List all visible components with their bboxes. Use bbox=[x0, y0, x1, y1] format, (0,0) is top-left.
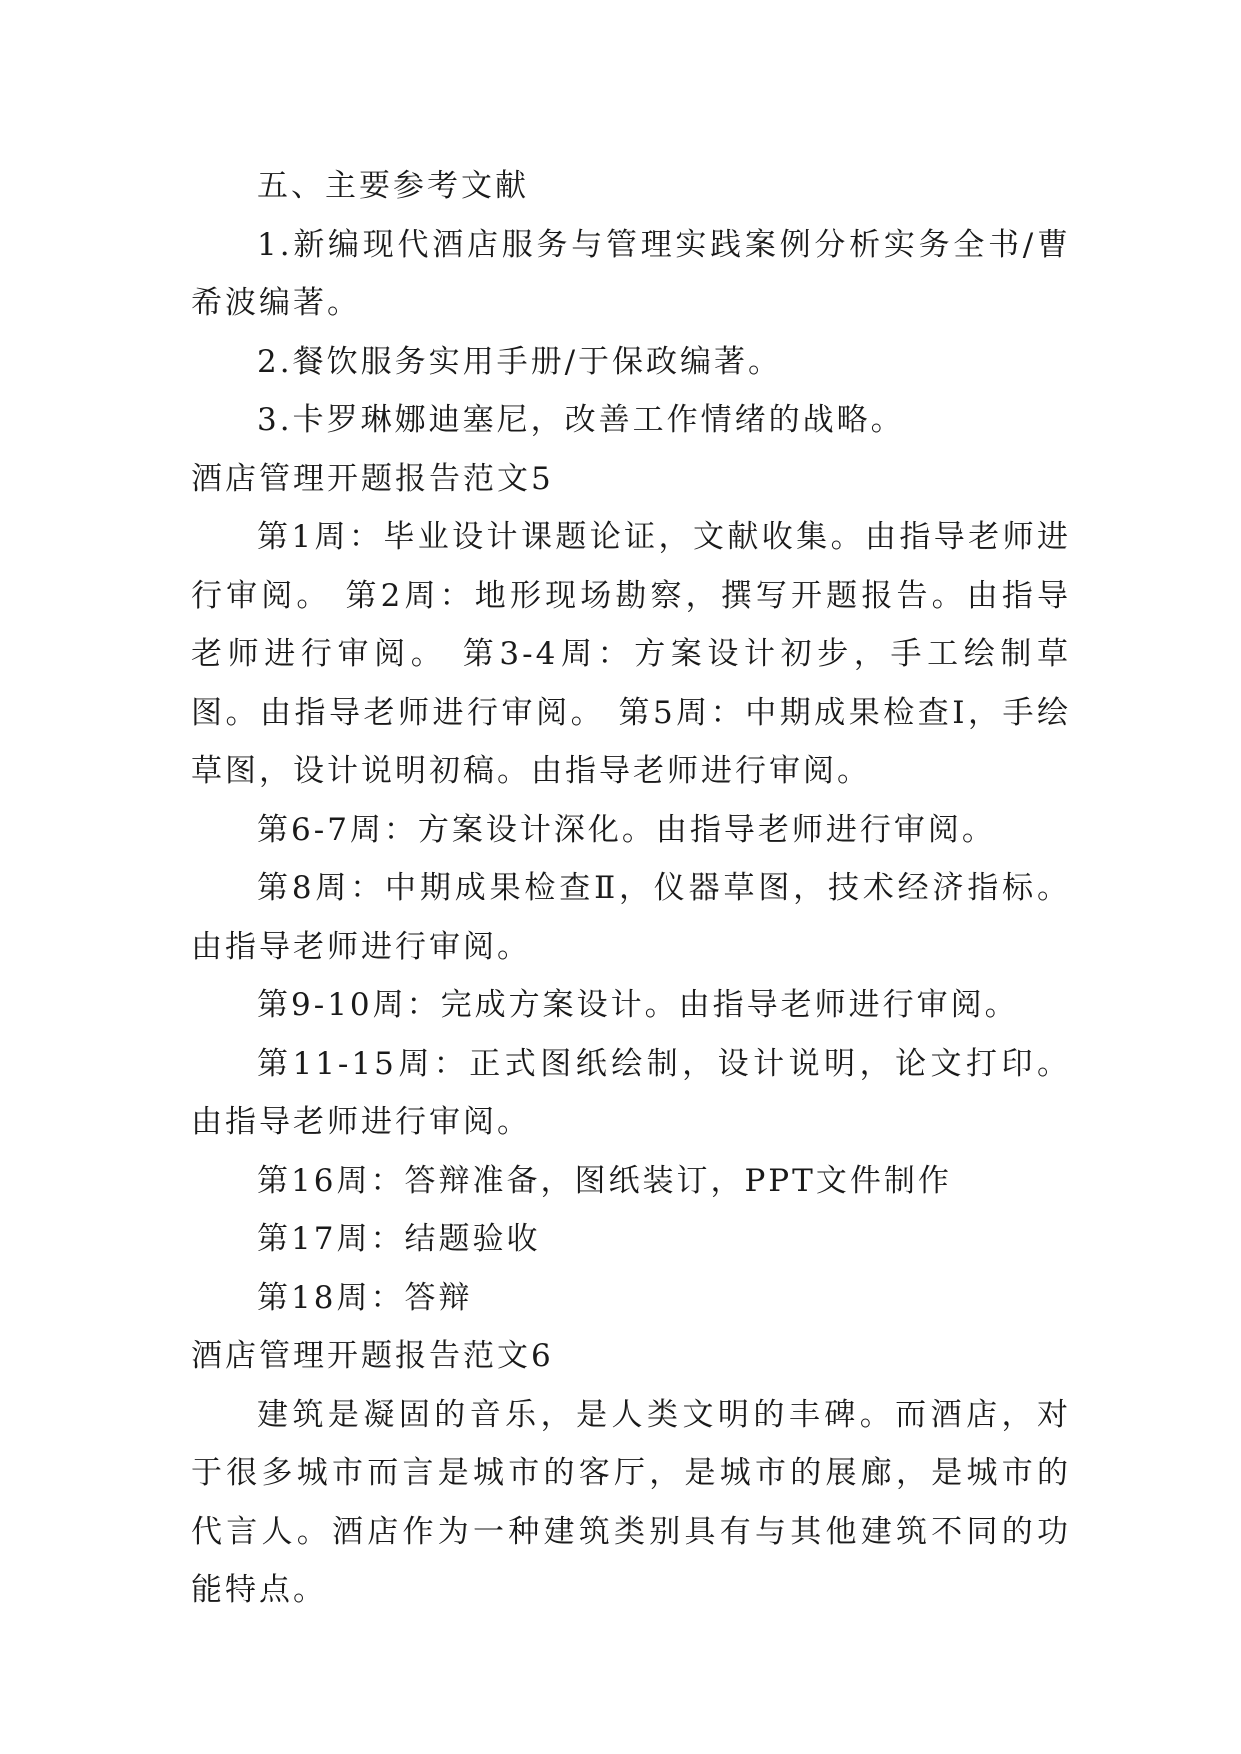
schedule-paragraph: 第1周：毕业设计课题论证，文献收集。由指导老师进行审阅。 第2周：地形现场勘察，撰写开题报告。由指导老师进行审阅。 第3-4周：方案设计初步，手工绘制草图。由指导老师进行审阅。 第5周：中期成果检查Ⅰ，手绘草图，设计说明初稿。由指导老师进行审阅。 bbox=[191, 519, 1071, 789]
reference-item: 3.卡罗琳娜迪塞尼，改善工作情绪的战略。 bbox=[257, 402, 905, 438]
schedule-paragraph: 第9-10周：完成方案设计。由指导老师进行审阅。 bbox=[257, 987, 1019, 1023]
schedule-paragraph: 第16周：答辩准备，图纸装订，PPT文件制作 bbox=[257, 1162, 952, 1199]
section-heading-references: 五、主要参考文献 bbox=[257, 168, 529, 204]
schedule-paragraph: 第6-7周：方案设计深化。由指导老师进行审阅。 bbox=[257, 811, 996, 848]
schedule-paragraph: 第8周：中期成果检查Ⅱ，仪器草图，技术经济指标。由指导老师进行审阅。 bbox=[191, 870, 1071, 965]
document-body bbox=[191, 157, 1071, 1620]
reference-item: 1.新编现代酒店服务与管理实践案例分析实务全书/曹希波编著。 bbox=[191, 226, 1071, 321]
reference-item: 2.餐饮服务实用手册/于保政编著。 bbox=[257, 343, 783, 380]
schedule-paragraph: 第11-15周：正式图纸绘制，设计说明，论文打印。由指导老师进行审阅。 bbox=[191, 1045, 1071, 1140]
section-title: 酒店管理开题报告范文6 bbox=[191, 1338, 554, 1374]
schedule-paragraph: 第17周：结题验收 bbox=[257, 1221, 541, 1257]
schedule-paragraph: 第18周：答辩 bbox=[257, 1279, 473, 1316]
body-paragraph: 建筑是凝固的音乐，是人类文明的丰碑。而酒店，对于很多城市而言是城市的客厅，是城市的展廊，是城市的代言人。酒店作为一种建筑类别具有与其他建筑不同的功能特点。 bbox=[191, 1396, 1071, 1608]
section-title: 酒店管理开题报告范文5 bbox=[191, 460, 554, 497]
